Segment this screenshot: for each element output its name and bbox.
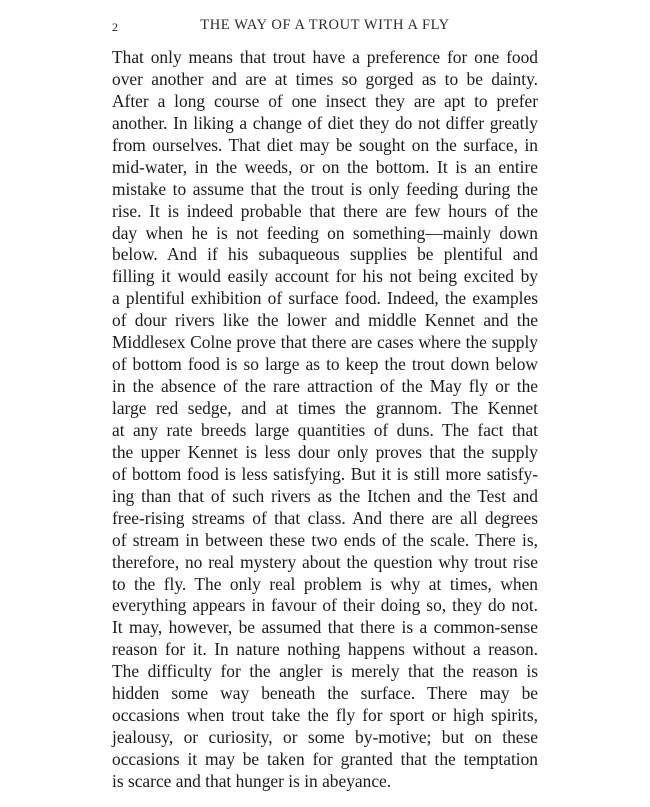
text-line: to the fly. The only real problem is why at times, when xyxy=(112,573,538,594)
text-line: occasions it may be taken for granted that the temptation xyxy=(112,749,538,769)
text-line: of bottom food is less satisfying. But it is still more satisfy- xyxy=(112,463,538,484)
body-paragraph xyxy=(112,47,538,793)
text-line: day when he is not feeding on something—mainly down xyxy=(112,222,538,243)
text-line: of dour rivers like the lower and middle Kennet and the xyxy=(112,310,538,331)
text-line: reason for it. In nature nothing happens without a reason. xyxy=(112,639,538,660)
running-head xyxy=(112,14,538,38)
text-line: in the absence of the rare attraction of the May fly or the xyxy=(112,376,538,397)
text-line: at any rate breeds large quantities of duns. The fact that xyxy=(112,419,538,440)
text-line: therefore, no real mystery about the question why trout rise xyxy=(112,551,538,572)
text-line: ing than that of such rivers as the Itchen and the Test and xyxy=(112,485,538,506)
page-number: 2 xyxy=(112,20,119,34)
text-line: jealousy, or curiosity, or some by-motive; but on these xyxy=(112,727,538,748)
running-head-title: THE WAY OF A TROUT WITH A FLY xyxy=(200,17,450,33)
text-line: of stream in between these two ends of the scale. There is, xyxy=(112,529,538,550)
text-line: rise. It is indeed probable that there are few hours of the xyxy=(112,200,538,221)
text-line: mid-water, in the weeds, or on the bottom. It is an entire xyxy=(112,156,538,177)
text-line: After a long course of one insect they are apt to prefer xyxy=(112,90,538,111)
text-line: mistake to assume that the trout is only feeding during the xyxy=(112,178,538,199)
text-line: of bottom food is so large as to keep the trout down below xyxy=(112,354,538,375)
text-line: filling it would easily account for his not being excited by xyxy=(112,266,538,287)
text-line: The difficulty for the angler is merely that the reason is xyxy=(112,661,538,682)
text-line: a plentiful exhibition of surface food. Indeed, the examples xyxy=(112,288,538,309)
text-line: free-rising streams of that class. And there are all degrees xyxy=(112,507,538,528)
text-line: everything appears in favour of their doing so, they do not. xyxy=(112,595,538,616)
text-line-last: is scarce and that hunger is in abeyance. xyxy=(112,770,392,791)
text-line: from ourselves. That diet may be sought on the surface, in xyxy=(112,134,538,155)
text-line: the upper Kennet is less dour only proves that the supply xyxy=(112,441,538,462)
book-page xyxy=(112,14,538,793)
text-line: Middlesex Colne prove that there are cases where the supply xyxy=(112,332,538,353)
text-line: It may, however, be assumed that there is a common-sense xyxy=(112,617,538,638)
text-line: another. In liking a change of diet they do not differ greatly xyxy=(112,112,538,133)
text-line: over another and are at times so gorged as to be dainty. xyxy=(112,68,538,89)
text-line: hidden some way beneath the surface. There may be xyxy=(112,683,538,704)
text-line: below. And if his subaqueous supplies be plentiful and xyxy=(112,244,538,265)
text-line: occasions when trout take the fly for sport or high spirits, xyxy=(112,705,538,726)
text-line: That only means that trout have a preference for one food xyxy=(112,47,538,67)
text-line: large red sedge, and at times the grannom. The Kennet xyxy=(112,398,538,418)
